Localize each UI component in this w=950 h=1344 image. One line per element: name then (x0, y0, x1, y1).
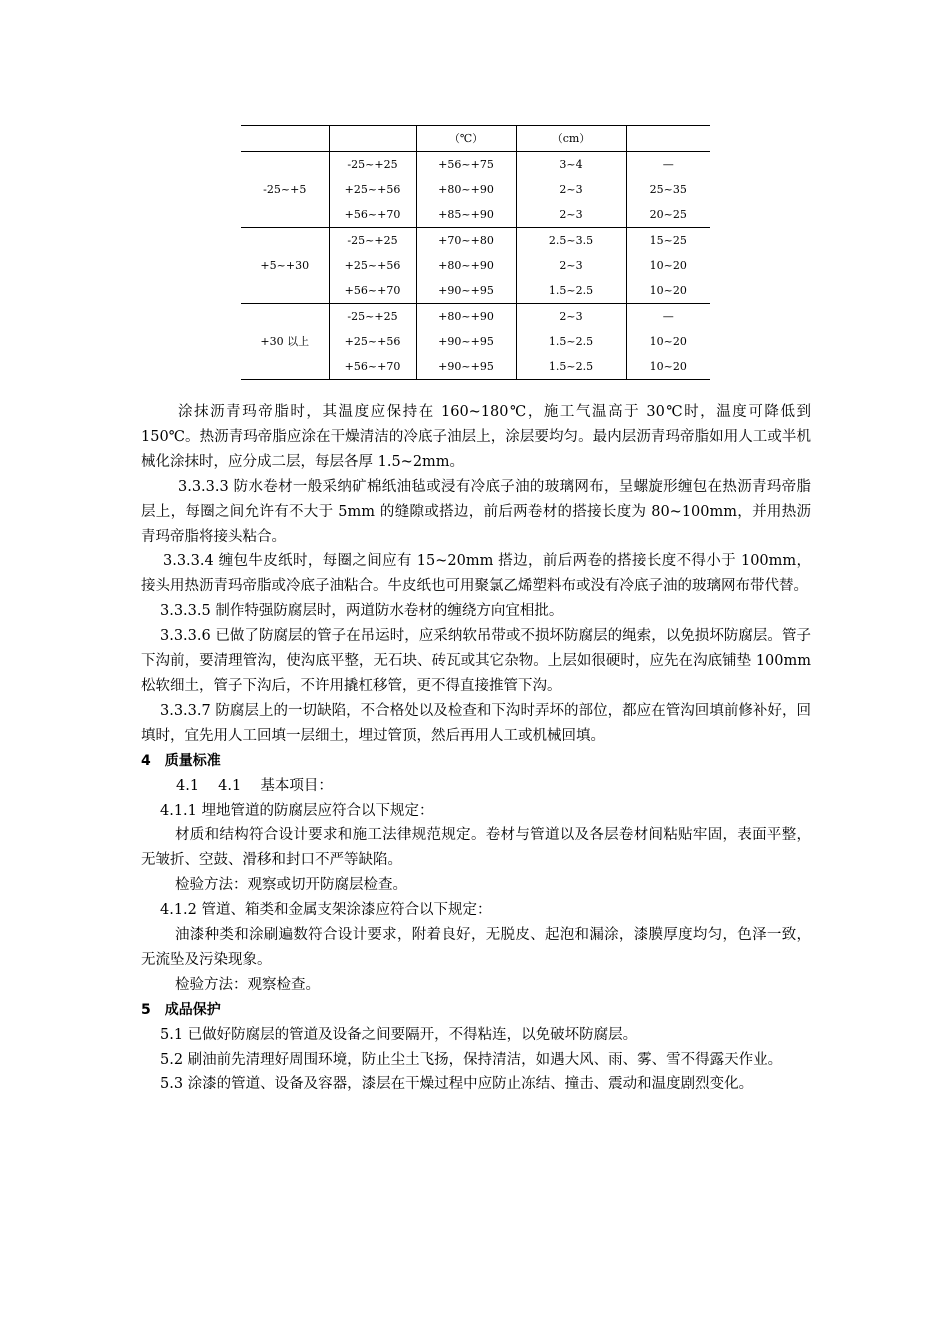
table-cell: 1.5~2.5 (516, 278, 626, 304)
paragraph: 涂抹沥青玛帝脂时，其温度应保持在 160~180℃，施工气温高于 30℃时，温度可降低到 150℃。热沥青玛帝脂应涂在干燥清洁的冷底子油层上，涂层要均匀。最内层沥青玛帝脂如用人工或半机械化涂抹时，应分成二层，每层各厚 1.5~2mm。 (141, 404, 811, 470)
paragraph: 3.3.3.7 防腐层上的一切缺陷，不合格处以及检查和下沟时弄坏的部位，都应在管沟回填前修补好，回填时，宜先用人工回填一层细土，埋过管顶，然后再用人工或机械回填。 (141, 702, 811, 744)
table-cell: +56~+70 (329, 278, 416, 304)
paragraph: 3.3.3.5 制作特强防腐层时，两道防水卷材的缠绕方向宜相批。 (160, 603, 564, 620)
subsection-heading: 4.1 4.1 基本项目： (176, 777, 333, 794)
clause-heading: 4.1.1 埋地管道的防腐层应符合以下规定： (160, 802, 434, 819)
table-cell: 10~20 (626, 354, 710, 380)
table-cell: — (626, 304, 710, 330)
table-cell: +90~+95 (416, 354, 516, 380)
paragraph: 3.3.3.3 防水卷材一般采纳矿棉纸油毡或浸有冷底子油的玻璃网布，呈螺旋形缠包在热沥青玛帝脂层上，每圈之间允许有不大于 5mm 的缝隙或搭边，前后两卷材的搭接长度为 80~100mm，并用热沥青玛帝脂将接头粘合。 (141, 478, 811, 545)
table-cell: +25~+56 (329, 329, 416, 354)
table-cell: +90~+95 (416, 278, 516, 304)
spec-table (241, 125, 710, 380)
table-cell: — (626, 152, 710, 178)
body-text (141, 400, 811, 1097)
table-row (241, 152, 710, 178)
section-heading: 4 质量标准 (141, 752, 221, 769)
table-header-cell (626, 126, 710, 152)
table-cell: 10~20 (626, 278, 710, 304)
table-cell: +80~+90 (416, 253, 516, 278)
table-cell: 2~3 (516, 253, 626, 278)
table-cell: 1.5~2.5 (516, 329, 626, 354)
table-cell: 2~3 (516, 202, 626, 228)
paragraph: 检验方法：观察或切开防腐层检查。 (175, 877, 407, 894)
section-heading: 5 成品保护 (141, 1001, 221, 1018)
table-cell: 2~3 (516, 304, 626, 330)
table-cell: -25~+25 (329, 304, 416, 330)
table-cell: +85~+90 (416, 202, 516, 228)
table-cell: 3~4 (516, 152, 626, 178)
paragraph: 5.1 已做好防腐层的管道及设备之间要隔开，不得粘连，以免破坏防腐层。 (160, 1026, 638, 1043)
group-label: +30 以上 (241, 304, 329, 380)
table-header-cell: （cm） (516, 126, 626, 152)
table-header-cell (241, 126, 329, 152)
table-row (241, 304, 710, 330)
table-cell: -25~+25 (329, 228, 416, 254)
table-cell: +25~+56 (329, 253, 416, 278)
table-cell: +56~+75 (416, 152, 516, 178)
paragraph: 3.3.3.4 缠包牛皮纸时，每圈之间应有 15~20mm 搭边，前后两卷的搭接长度不得小于 100mm，接头用热沥青玛帝脂或冷底子油粘合。牛皮纸也可用聚氯乙烯塑料布或没有冷底子油的玻璃网布带代替。 (141, 553, 811, 595)
paragraph: 5.3 涂漆的管道、设备及容器，漆层在干燥过程中应防止冻结、撞击、震动和温度剧烈变化。 (160, 1076, 754, 1093)
table-cell: +25~+56 (329, 177, 416, 202)
table-row (241, 228, 710, 254)
table-cell: 1.5~2.5 (516, 354, 626, 380)
table-cell: 10~20 (626, 253, 710, 278)
table-header-cell (329, 126, 416, 152)
table-cell: -25~+25 (329, 152, 416, 178)
table-header-cell: （℃） (416, 126, 516, 152)
group-label: -25~+5 (241, 152, 329, 228)
group-label: +5~+30 (241, 228, 329, 304)
table-cell: +56~+70 (329, 354, 416, 380)
table-cell: +80~+90 (416, 304, 516, 330)
paragraph: 3.3.3.6 已做了防腐层的管子在吊运时，应采纳软吊带或不损坏防腐层的绳索，以免损坏防腐层。管子下沟前，要清理管沟，使沟底平整，无石块、砖瓦或其它杂物。上层如很硬时，应先在沟底铺垫 100mm 松软细土，管子下沟后，不许用撬杠移管，更不得直接推管下沟。 (141, 628, 811, 694)
table-cell: +70~+80 (416, 228, 516, 254)
paragraph: 材质和结构符合设计要求和施工法律规范规定。卷材与管道以及各层卷材间粘贴牢固，表面平整，无皱折、空鼓、滑移和封口不严等缺陷。 (141, 827, 811, 869)
table-cell: +80~+90 (416, 177, 516, 202)
table-header-row (241, 126, 710, 152)
paragraph: 5.2 刷油前先清理好周围环境，防止尘土飞扬，保持清洁，如遇大风、雨、雾、雪不得露天作业。 (160, 1051, 783, 1068)
table-cell: +56~+70 (329, 202, 416, 228)
table-cell: 15~25 (626, 228, 710, 254)
table-cell: 20~25 (626, 202, 710, 228)
table-cell: 25~35 (626, 177, 710, 202)
table-cell: 2~3 (516, 177, 626, 202)
paragraph: 检验方法：观察检查。 (175, 976, 320, 993)
table-cell: 2.5~3.5 (516, 228, 626, 254)
paragraph: 油漆种类和涂刷遍数符合设计要求，附着良好，无脱皮、起泡和漏涂，漆膜厚度均匀，色泽一致，无流坠及污染现象。 (141, 927, 811, 968)
clause-heading: 4.1.2 管道、箱类和金属支架涂漆应符合以下规定： (160, 902, 492, 919)
table-cell: 10~20 (626, 329, 710, 354)
table-cell: +90~+95 (416, 329, 516, 354)
